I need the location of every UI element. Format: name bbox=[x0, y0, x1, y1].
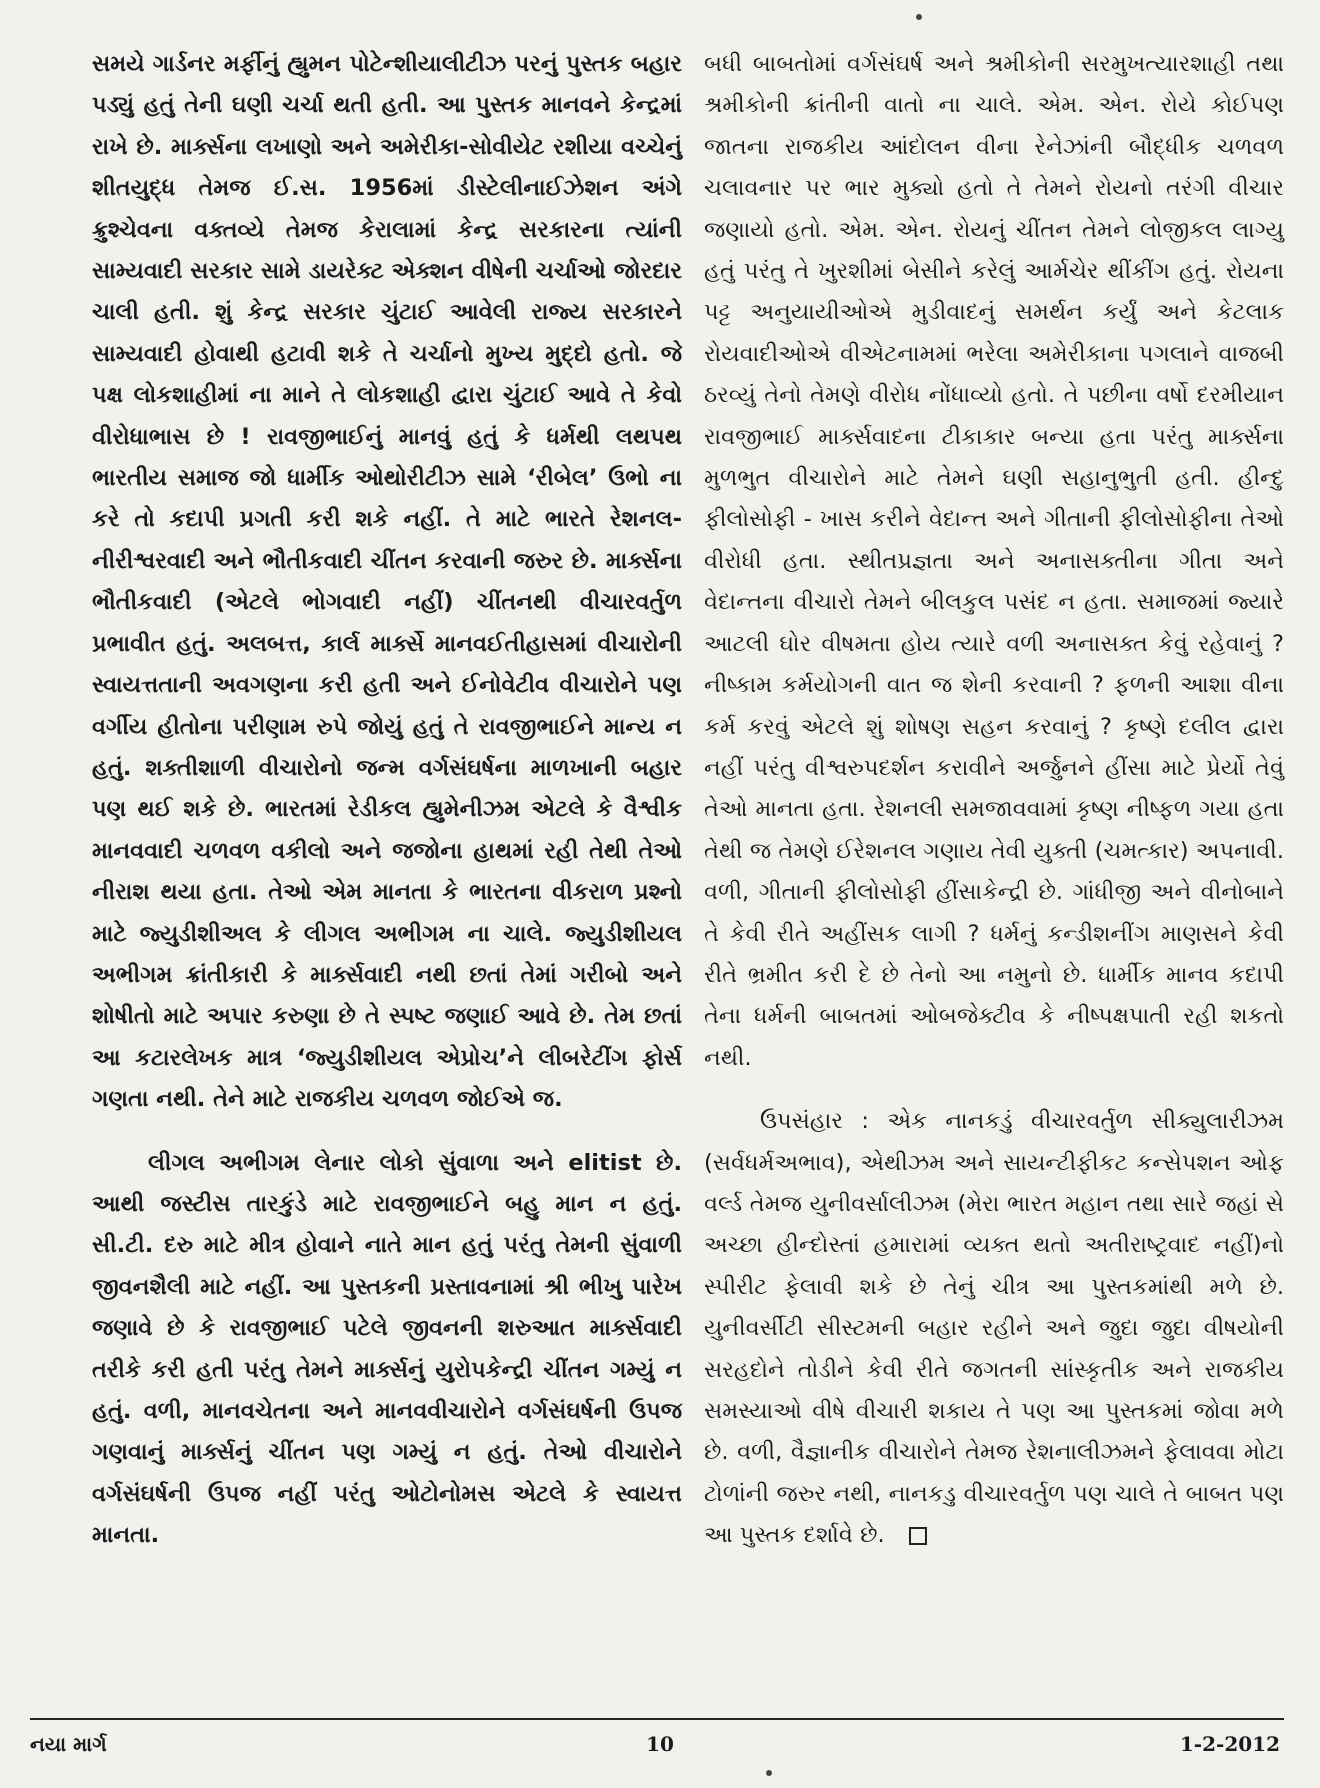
right-paragraph-1: બધી બાબતોમાં વર્ગસંઘર્ષ અને શ્રમીકોની સરમુખત્યારશાહી તથા શ્રમીકોની ક્રાંતીની વાતો ના ચાલે. એમ. એન. રોયે કોઈપણ જાતના રાજકીય આંદોલન વીના રેનેઝાંની બૌદ્ધીક ચળવળ ચલાવનાર પર ભાર મુક્યો હતો તે તેમને રોયનો તરંગી વીચાર જણાયો હતો. એમ. એન. રોયનું ચીંતન તેમને લોજીકલ લાગ્યુ હતું પરંતુ તે ખુરશીમાં બેસીને કરેલું આર્મચેર થીંકીંગ હતું. રોયના પટ્ટ અનુયાયીઓએ મુડીવાદનું સમર્થન કર્યું અને કેટલાક રોયવાદીઓએ વીએટનામમાં ભરેલા અમેરીકાના પગલાને વાજબી ઠરવ્યું તેનો તેમણે વીરોધ નોંધાવ્યો હતો. તે પછીના વર્ષો દરમીયાન રાવજીભાઈ માર્ક્સવાદના ટીકાકાર બન્યા હતા પરંતુ માર્ક્સના મુળભુત વીચારોને માટે તેમને ઘણી સહાનુભુતી હતી. હીન્દુ ફીલોસોફી - ખાસ કરીને વેદાન્ત અને ગીતાની ફીલોસોફીના તેઓ વીરોધી હતા. સ્થીતપ્રજ્ઞતા અને અનાસક્તીના ગીતા અને વેદાન્તના વીચારો તેમને બીલકુલ પસંદ ન હતા. સમાજમાં જ્યારે આટલી ઘોર વીષમતા હોય ત્યારે વળી અનાસક્ત કેવું રહેવાનું ? નીષ્કામ કર્મયોગની વાત જ શેની કરવાની ? ફળની આશા વીના કર્મ કરવું એટલે શું શોષણ સહન કરવાનું ? કૃષ્ણે દલીલ દ્વારા નહીં પરંતુ વીશ્વરુપદર્શન કરાવીને અર્જુનને હીંસા માટે પ્રેર્યો તેવું તેઓ માનતા હતા. રેશનલી સમજાવવામાં કૃષ્ણ નીષ્ફળ ગયા હતા તેથી જ તેમણે ઈરેશનલ ગણાય તેવી યુક્તી (ચમત્કાર) અપનાવી. વળી, ગીતાની ફીલોસોફી હીંસાકેન્દ્રી છે. ગાંધીજી અને વીનોબાને તે કેવી રીતે અહીંસક લાગી ? ધર્મનું કન્ડીશનીંગ માણસને કેવી રીતે ભ્રમીત કરી દે છે તેનો આ નમુનો છે. ધાર્મીક માનવ કદાપી તેના ધર્મની બાબતમાં ઓબજેક્ટીવ કે નીષ્પક્ષપાતી રહી શકતો નથી. bbox=[704, 51, 1284, 1071]
right-paragraph-2-text: ઉપસંહાર : એક નાનકડું વીચારવર્તુળ સીક્યુલારીઝમ (સર્વધર્મઅભાવ), એથીઝમ અને સાયન્ટીફીકટ કન્સેપશન ઓફ વર્લ્ડ તેમજ યુનીવર્સાલીઝમ (મેરા ભારત મહાન તથા સારે જહાં સે અચ્છા હીન્દોસ્તાં હમારામાં વ્યક્ત થતો અતીરાષ્ટ્રવાદ નહીં)નો સ્પીરીટ ફેલાવી શકે છે તેનું ચીત્ર આ પુસ્તકમાંથી મળે છે. યુનીવર્સીટી સીસ્ટમની બહાર રહીને અને જુદા જુદા વીષયોની સરહદોને તોડીને કેવી રીતે જગતની સાંસ્કૃતીક અને રાજકીય સમસ્યાઓ વીષે વીચારી શકાય તે પણ આ પુસ્તકમાં જોવા મળે છે. વળી, વૈજ્ઞાનીક વીચારોને તેમજ રેશનાલીઝમને ફેલાવવા મોટા ટોળાંની જરુર નથી, નાનકડુ વીચારવર્તુળ પણ ચાલે તે બાબત પણ આ પુસ્તક દર્શાવે છે. bbox=[704, 1108, 1284, 1549]
page-number: 10 bbox=[646, 1732, 674, 1756]
issue-date: 1-2-2012 bbox=[1179, 1732, 1280, 1756]
end-of-article-icon bbox=[909, 1527, 927, 1545]
right-column bbox=[704, 44, 1284, 1557]
right-paragraph-2 bbox=[704, 1101, 1284, 1556]
print-speck bbox=[916, 14, 922, 20]
footer-rule bbox=[30, 1718, 1284, 1720]
left-paragraph-1: સમયે ગાર્ડનર મર્ફીનું હ્યુમન પોટેન્શીયાલીટીઝ પરનું પુસ્તક બહાર પડ્યું હતું તેની ઘણી ચર્ચા થતી હતી. આ પુસ્તક માનવને કેન્દ્રમાં રાખે છે. માર્ક્સના લખાણો અને અમેરીકા-સોવીયેટ રશીયા વચ્ચેનું શીતયુદ્ધ તેમજ ઈ.સ. 1956માં ડીસ્ટેલીનાઈઝેશન અંગે ક્રુશ્ચેવના વક્તવ્યે તેમજ કેરાલામાં કેન્દ્ર સરકારના ત્યાંની સામ્યવાદી સરકાર સામે ડાયરેક્ટ એક્શન વીષેની ચર્ચાઓ જોરદાર ચાલી હતી. શું કેન્દ્ર સરકાર ચુંટાઈ આવેલી રાજ્ય સરકારને સામ્યવાદી હોવાથી હટાવી શકે તે ચર્ચાનો મુખ્ય મુદ્દો હતો. જે પક્ષ લોકશાહીમાં ના માને તે લોકશાહી દ્વારા ચુંટાઈ આવે તે કેવો વીરોધાભાસ છે ! રાવજીભાઈનું માનવું હતું કે ધર્મથી લથપથ ભારતીય સમાજ જો ધાર્મીક ઓથોરીટીઝ સામે ‘રીબેલ’ ઉભો ના કરે તો કદાપી પ્રગતી કરી શકે નહીં. તે માટે ભારતે રેશનલ-નીરીશ્વરવાદી અને ભૌતીકવાદી ચીંતન કરવાની જરુર છે. માર્ક્સના ભૌતીકવાદી (એટલે ભોગવાદી નહીં) ચીંતનથી વીચારવર્તુળ પ્રભાવીત હતું. અલબત્ત, કાર્લ માર્ક્સે માનવઈતીહાસમાં વીચારોની સ્વાયત્તતાની અવગણના કરી હતી અને ઈનોવેટીવ વીચારોને પણ વર્ગીય હીતોના પરીણામ રુપે જોયું હતું તે રાવજીભાઈને માન્ય ન હતું. શક્તીશાળી વીચારોનો જન્મ વર્ગસંઘર્ષના માળખાની બહાર પણ થઈ શકે છે. ભારતમાં રેડીકલ હ્યુમેનીઝમ એટલે કે વૈશ્વીક માનવવાદી ચળવળ વકીલો અને જજોના હાથમાં રહી તેથી તેઓ નીરાશ થયા હતા. તેઓ એમ માનતા કે ભારતના વીકરાળ પ્રશ્નો માટે જ્યુડીશીઅલ કે લીગલ અભીગમ ના ચાલે. જ્યુડીશીયલ અભીગમ ક્રાંતીકારી કે માર્ક્સવાદી નથી છતાં તેમાં ગરીબો અને શોષીતો માટે અપાર કરુણા છે તે સ્પષ્ટ જણાઈ આવે છે. તેમ છતાં આ કટારલેખક માત્ર ‘જ્યુડીશીયલ એપ્રોચ’ને લીબરેટીંગ ફોર્સ ગણતા નથી. તેને માટે રાજકીય ચળવળ જોઈએ જ. bbox=[92, 51, 682, 1113]
publication-name: નયા માર્ગ bbox=[30, 1732, 107, 1756]
left-column bbox=[92, 44, 682, 1557]
print-speck bbox=[766, 1770, 772, 1776]
left-paragraph-2: લીગલ અભીગમ લેનાર લોકો સુંવાળા અને elitist છે. આથી જસ્ટીસ તારકુંડે માટે રાવજીભાઈને બહુ માન ન હતું. સી.ટી. દરુ માટે મીત્ર હોવાને નાતે માન હતું પરંતુ તેમની સુંવાળી જીવનશૈલી માટે નહીં. આ પુસ્તકની પ્રસ્તાવનામાં શ્રી ભીખુ પારેખ જણાવે છે કે રાવજીભાઈ પટેલે જીવનની શરુઆત માર્ક્સવાદી તરીકે કરી હતી પરંતુ તેમને માર્ક્સનું યુરોપકેન્દ્રી ચીંતન ગમ્યું ન હતું. વળી, માનવચેતના અને માનવવીચારોને વર્ગસંઘર્ષની ઉપજ ગણવાનું માર્ક્સનું ચીંતન પણ ગમ્યું ન હતું. તેઓ વીચારોને વર્ગસંઘર્ષની ઉપજ નહીં પરંતુ ઓટોનોમસ એટલે કે સ્વાયત્ત માનતા. bbox=[92, 1149, 682, 1549]
